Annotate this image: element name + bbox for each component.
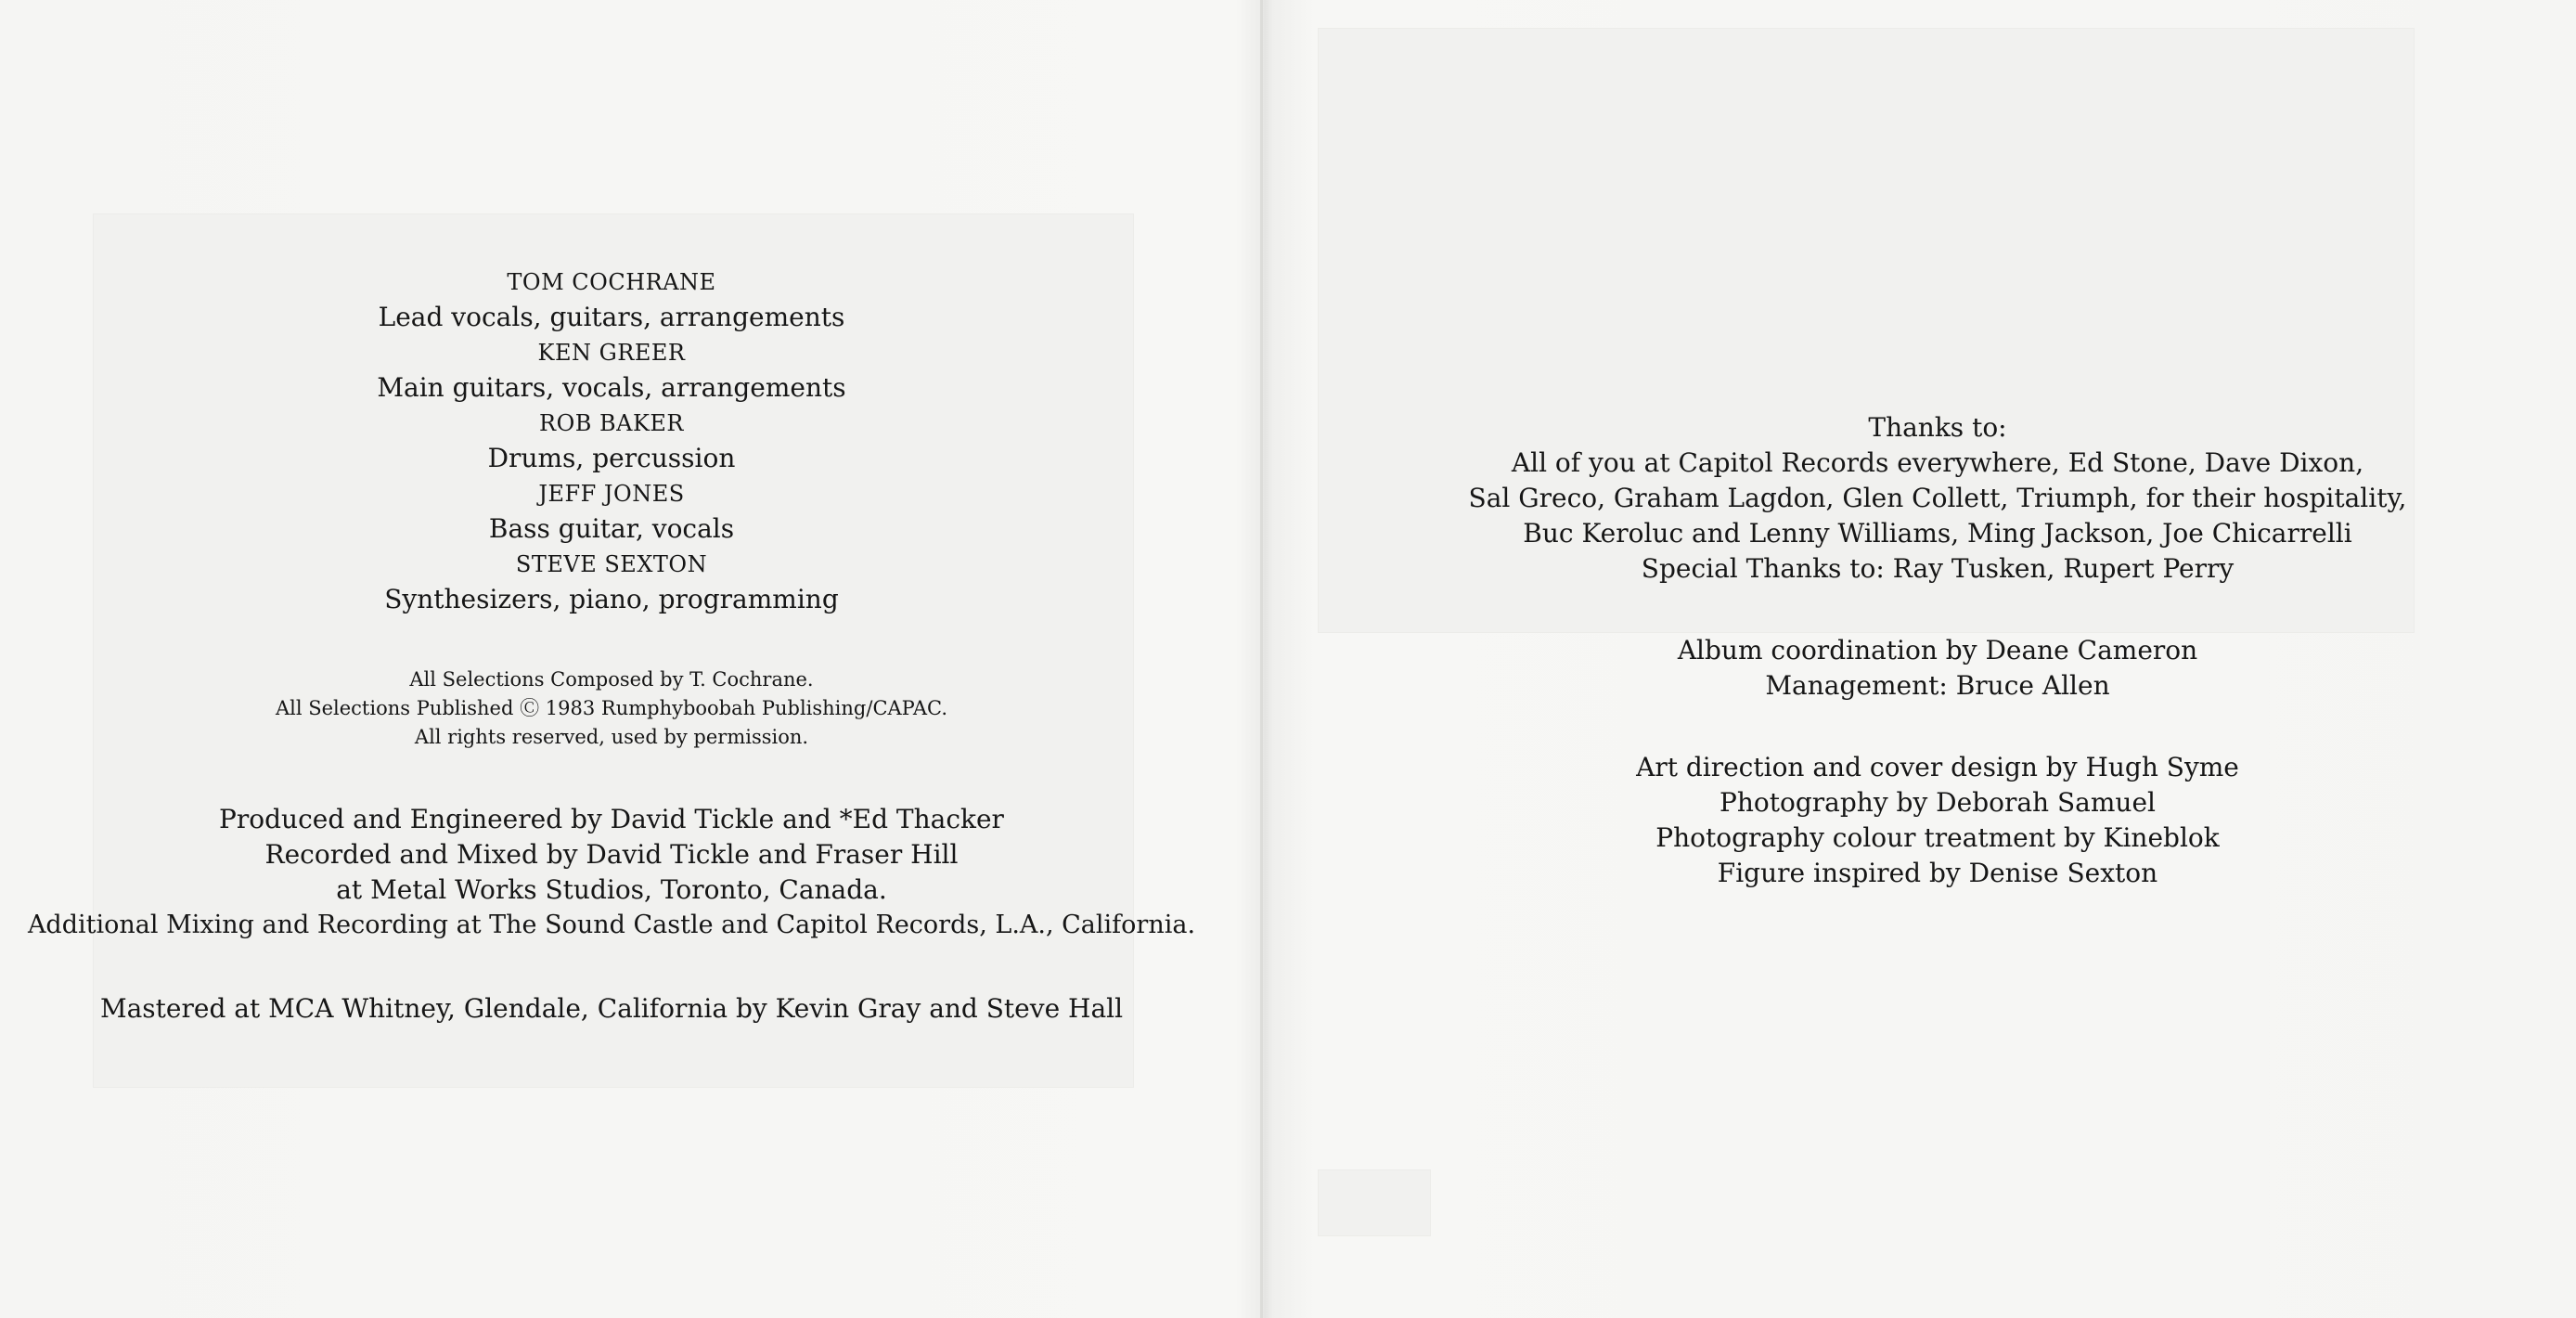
right-panel xyxy=(1448,0,2428,1318)
publishing-credits xyxy=(0,665,1223,752)
member-role: Drums, percussion xyxy=(487,443,736,473)
production-line: at Metal Works Studios, Toronto, Canada. xyxy=(336,874,887,905)
publishing-line: All rights reserved, used by permission. xyxy=(414,726,809,748)
member-role: Synthesizers, piano, programming xyxy=(384,584,839,614)
publishing-line: All Selections Published Ⓒ 1983 Rumphyboobah Publishing/CAPAC. xyxy=(275,697,948,719)
member-name: ROB BAKER xyxy=(539,410,684,436)
art-line: Photography colour treatment by Kineblok xyxy=(1655,822,2220,853)
coordination-section xyxy=(1448,633,2428,704)
member-role: Bass guitar, vocals xyxy=(488,513,735,544)
publishing-line: All Selections Composed by T. Cochrane. xyxy=(409,668,814,691)
member-role: Lead vocals, guitars, arrangements xyxy=(378,302,845,332)
member-name: STEVE SEXTON xyxy=(515,551,708,577)
thanks-heading: Thanks to: xyxy=(1868,412,2007,443)
member-name: KEN GREER xyxy=(537,340,686,366)
member-role: Main guitars, vocals, arrangements xyxy=(377,372,846,403)
band-members xyxy=(0,265,1223,617)
production-credits xyxy=(0,802,1223,943)
member-name: JEFF JONES xyxy=(538,481,685,507)
production-line: Recorded and Mixed by David Tickle and Fraser Hill xyxy=(264,839,959,870)
thanks-line: Sal Greco, Graham Lagdon, Glen Collett, Triumph, for their hospitality, xyxy=(1468,483,2407,513)
art-line: Art direction and cover design by Hugh Syme xyxy=(1636,752,2239,782)
thanks-section xyxy=(1448,410,2428,587)
thanks-line: Buc Keroluc and Lenny Williams, Ming Jackson, Joe Chicarrelli xyxy=(1523,518,2352,549)
show-through-logo-box xyxy=(1318,1169,1431,1236)
coordination-line: Album coordination by Deane Cameron xyxy=(1677,635,2198,665)
coordination-line: Management: Bruce Allen xyxy=(1765,670,2110,701)
mastering-line: Mastered at MCA Whitney, Glendale, California by Kevin Gray and Steve Hall xyxy=(99,993,1124,1024)
center-fold xyxy=(1260,0,1263,1318)
left-panel xyxy=(0,0,1223,1318)
thanks-line: All of you at Capitol Records everywhere, Ed Stone, Dave Dixon, xyxy=(1511,447,2364,478)
art-line: Photography by Deborah Samuel xyxy=(1719,787,2156,818)
production-line: Additional Mixing and Recording at The Sound Castle and Capitol Records, L.A., California. xyxy=(27,911,1196,939)
art-line: Figure inspired by Denise Sexton xyxy=(1717,858,2158,888)
production-line: Produced and Engineered by David Tickle and *Ed Thacker xyxy=(219,804,1004,834)
thanks-line: Special Thanks to: Ray Tusken, Rupert Perry xyxy=(1641,553,2235,584)
art-credits xyxy=(1448,750,2428,891)
member-name: TOM COCHRANE xyxy=(507,269,716,295)
mastering-credit xyxy=(0,991,1223,1027)
